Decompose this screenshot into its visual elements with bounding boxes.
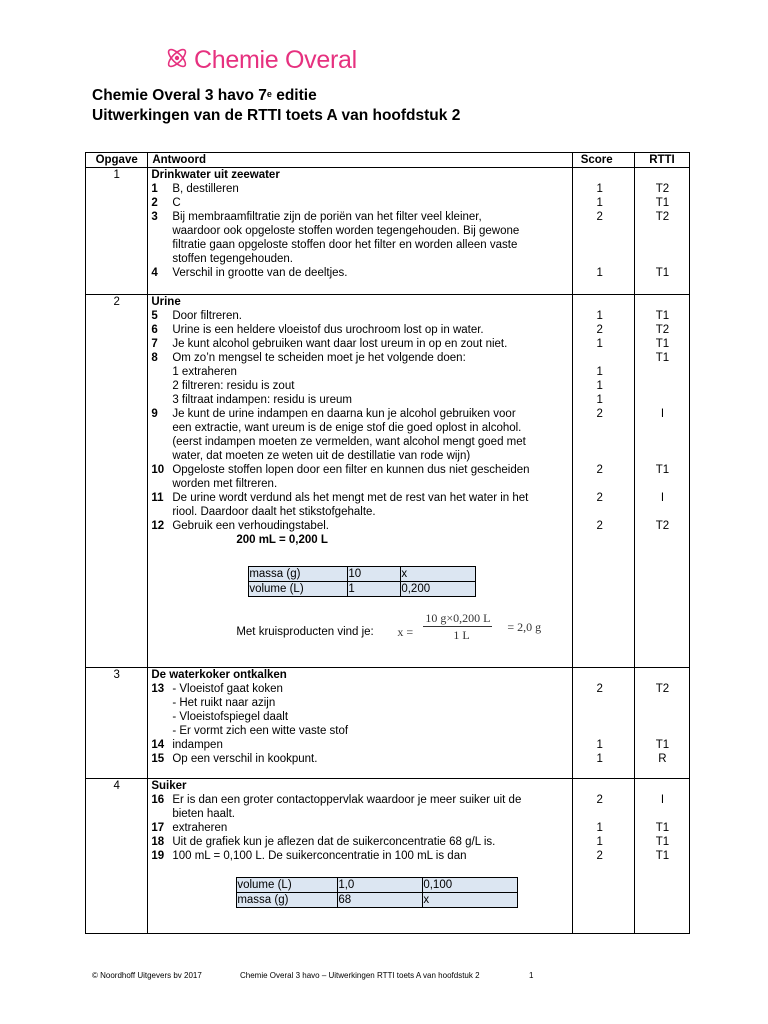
ratio-row (237, 893, 518, 908)
score-cell (572, 168, 634, 295)
score-cell (572, 668, 634, 779)
answer-text: Gebruik een verhoudingstabel. (172, 520, 329, 532)
rtti-cell (634, 668, 689, 779)
header-score: Score (572, 153, 634, 168)
rtti-cell (634, 295, 689, 668)
rtti-value: I (660, 794, 665, 806)
question-number: 7 (151, 338, 158, 350)
score-value: 1 (596, 380, 603, 392)
score-value: 1 (596, 267, 603, 279)
answer-line (148, 491, 528, 505)
footer-copyright: © Noordhoff Uitgevers bv 2017 (92, 971, 202, 980)
answer-line (148, 449, 470, 463)
answer-text: indampen (172, 739, 223, 751)
answer-text: Om zo’n mengsel te scheiden moet je het volgende doen: (172, 352, 466, 364)
title-suffix: editie (271, 87, 317, 104)
section-row (86, 779, 690, 934)
score-value: 1 (596, 310, 603, 322)
answers-table (85, 152, 690, 934)
formula-label: Met kruisproducten vind je: (236, 626, 374, 638)
score-value: 1 (596, 338, 603, 350)
section-row (86, 668, 690, 779)
answer-text: C (172, 197, 181, 209)
answer-text: 1 extraheren (172, 366, 237, 378)
table-header-row (86, 153, 690, 168)
answer-line (148, 337, 507, 351)
score-value: 2 (596, 324, 603, 336)
answer-line (148, 323, 483, 337)
answer-text: 100 mL = 0,100 L. De suikerconcentratie in 100 mL is dan (172, 850, 467, 862)
formula-denominator: 1 L (453, 628, 470, 642)
question-number: 5 (151, 310, 158, 322)
score-value: 1 (596, 822, 603, 834)
answer-line (148, 752, 317, 766)
rtti-value: T1 (655, 338, 670, 350)
rtti-value: T1 (655, 836, 670, 848)
rtti-value: T2 (655, 683, 670, 695)
title-text: Chemie Overal 3 havo 7 (92, 87, 267, 104)
answer-line (148, 807, 235, 821)
answer-text: Je kunt de urine indampen en daarna kun je alcohol gebruiken voor (172, 408, 516, 420)
header-rtti: RTTI (634, 153, 689, 168)
answer-text: Er is dan een groter contactoppervlak waardoor je meer suiker uit de (172, 794, 522, 806)
question-number: 15 (151, 753, 165, 765)
opgave-number: 4 (86, 779, 148, 934)
question-number: 2 (151, 197, 158, 209)
score-value: 1 (596, 394, 603, 406)
answer-text: bieten haalt. (172, 808, 235, 820)
answer-text: - Er vormt zich een witte vaste stof (172, 725, 349, 737)
answer-text: worden met filtreren. (172, 478, 278, 490)
answer-line (148, 505, 375, 519)
ratio-row (249, 582, 476, 597)
answer-text: Bij membraamfiltratie zijn de poriën van het filter veel kleiner, (172, 211, 482, 223)
answer-line (148, 210, 481, 224)
rtti-value: T2 (655, 324, 670, 336)
score-cell (572, 295, 634, 668)
ratio-row (249, 567, 476, 582)
ratio-label: massa (g) (249, 567, 348, 582)
answer-line (148, 710, 288, 724)
answer-text: De urine wordt verdund als het mengt met de rest van het water in het (172, 492, 529, 504)
rtti-value: T1 (655, 850, 670, 862)
answer-line (148, 266, 347, 280)
question-number: 16 (151, 794, 165, 806)
answer-line (148, 696, 275, 710)
answer-text: 3 filtraat indampen: residu is ureum (172, 394, 352, 406)
ratio-label: volume (L) (237, 878, 338, 893)
question-number: 10 (151, 464, 165, 476)
score-cell (572, 779, 634, 934)
header-antwoord: Antwoord (148, 153, 572, 168)
answer-line (148, 196, 180, 210)
answer-text: extraheren (172, 822, 228, 834)
title-superscript: e (266, 89, 272, 99)
answer-line (148, 182, 238, 196)
answer-line (148, 849, 466, 863)
section-heading: Drinkwater uit zeewater (151, 169, 280, 181)
ratio-value: 1,0 (338, 878, 423, 893)
answer-cell (148, 779, 572, 934)
section-heading: De waterkoker ontkalken (151, 669, 287, 681)
rtti-value: T2 (655, 183, 670, 195)
formula-rhs: = 2,0 g (507, 620, 542, 634)
answer-text: Opgeloste stoffen lopen door een filter en kunnen dus niet gescheiden (172, 464, 530, 476)
answer-text: (eerst indampen moeten ze vermelden, want alcohol mengt goed met (172, 436, 526, 448)
answer-line (148, 519, 329, 533)
rtti-cell (634, 779, 689, 934)
answer-text: waardoor ook opgeloste stoffen worden tegengehouden. Bij gewone (172, 225, 520, 237)
section-heading: Urine (151, 296, 181, 308)
atom-logo-icon (164, 45, 190, 76)
answer-line (148, 835, 495, 849)
score-value: 2 (596, 520, 603, 532)
opgave-number: 3 (86, 668, 148, 779)
answer-text: - Het ruikt naar azijn (172, 697, 276, 709)
rtti-value: T1 (655, 267, 670, 279)
score-value: 1 (596, 753, 603, 765)
score-value: 1 (596, 183, 603, 195)
rtti-value: T2 (655, 520, 670, 532)
score-value: 2 (596, 794, 603, 806)
logo (164, 44, 357, 76)
score-value: 1 (596, 739, 603, 751)
question-number: 17 (151, 822, 165, 834)
rtti-value: I (660, 492, 665, 504)
score-value: 1 (596, 366, 603, 378)
question-number: 12 (151, 520, 165, 532)
question-number: 13 (151, 683, 165, 695)
score-value: 2 (596, 464, 603, 476)
answer-line (148, 379, 294, 393)
answer-text: Verschil in grootte van de deeltjes. (172, 267, 348, 279)
ratio-label: massa (g) (237, 893, 338, 908)
score-value: 1 (596, 836, 603, 848)
answer-line (148, 224, 519, 238)
ratio-row (237, 878, 518, 893)
score-value: 2 (596, 492, 603, 504)
answer-line (148, 793, 521, 807)
answer-line (148, 682, 283, 696)
rtti-value: R (658, 753, 667, 765)
ratio-value: x (401, 567, 476, 582)
answer-text: riool. Daardoor daalt het stikstofgehalte. (172, 506, 376, 518)
answer-text: Uit de grafiek kun je aflezen dat de suikerconcentratie 68 g/L is. (172, 836, 496, 848)
answer-line (148, 365, 237, 379)
document-title (92, 86, 460, 126)
rtti-value: T1 (655, 197, 670, 209)
answer-line (148, 421, 521, 435)
ratio-value: 0,200 (401, 582, 476, 597)
score-value: 2 (596, 850, 603, 862)
answer-line (148, 252, 293, 266)
ratio-value: x (423, 893, 518, 908)
rtti-value: T2 (655, 211, 670, 223)
answer-line (148, 393, 352, 407)
answer-text: Je kunt alcohol gebruiken want daar lost ureum in op en zout niet. (172, 338, 508, 350)
answer-text: een extractie, want ureum is de enige stof die goed oplost in alcohol. (172, 422, 522, 434)
section-row (86, 295, 690, 668)
rtti-value: T1 (655, 822, 670, 834)
ratio-label: volume (L) (249, 582, 348, 597)
question-number: 6 (151, 324, 158, 336)
ratio-value: 10 (348, 567, 401, 582)
score-value: 1 (596, 197, 603, 209)
rtti-value: T1 (655, 310, 670, 322)
answer-line (148, 724, 348, 738)
answer-text: water, dat moeten ze weten uit de destillatie van rode wijn) (172, 450, 471, 462)
rtti-value: T1 (655, 739, 670, 751)
answer-line (148, 407, 515, 421)
title-line-1 (92, 86, 460, 106)
score-value: 2 (596, 683, 603, 695)
answer-text: filtratie gaan opgeloste stoffen door het filter en worden alleen vaste (172, 239, 518, 251)
answer-text: B, destilleren (172, 183, 239, 195)
ratio-table (236, 877, 518, 908)
answer-line (148, 309, 242, 323)
answer-text: - Vloeistofspiegel daalt (172, 711, 289, 723)
answer-text: stoffen tegengehouden. (172, 253, 293, 265)
answer-line (148, 477, 277, 491)
conversion-line: 200 mL = 0,200 L (236, 534, 328, 546)
answer-text: Door filtreren. (172, 310, 242, 322)
question-number: 8 (151, 352, 158, 364)
question-number: 19 (151, 850, 165, 862)
header-opgave: Opgave (86, 153, 148, 168)
ratio-table (248, 566, 476, 597)
answer-cell (148, 668, 572, 779)
question-number: 1 (151, 183, 158, 195)
score-value: 2 (596, 211, 603, 223)
question-number: 14 (151, 739, 165, 751)
title-line-2: Uitwerkingen van de RTTI toets A van hoofdstuk 2 (92, 107, 461, 124)
rtti-value: I (660, 408, 665, 420)
answer-line (148, 821, 227, 835)
opgave-number: 1 (86, 168, 148, 295)
rtti-cell (634, 168, 689, 295)
ratio-value: 68 (338, 893, 423, 908)
section-heading: Suiker (151, 780, 187, 792)
opgave-number: 2 (86, 295, 148, 668)
ratio-value: 1 (348, 582, 401, 597)
answer-text: - Vloeistof gaat koken (172, 683, 283, 695)
answer-text: 2 filtreren: residu is zout (172, 380, 295, 392)
answer-cell (148, 295, 572, 668)
answer-line (148, 351, 465, 365)
answer-line (148, 463, 529, 477)
answer-text: Urine is een heldere vloeistof dus urochroom lost op in water. (172, 324, 484, 336)
footer-page-number: 1 (529, 971, 534, 980)
footer-document: Chemie Overal 3 havo – Uitwerkingen RTTI toets A van hoofdstuk 2 (240, 971, 480, 980)
formula-lhs: x = (397, 625, 414, 639)
question-number: 3 (151, 211, 158, 223)
answer-cell (148, 168, 572, 295)
section-row (86, 168, 690, 295)
answer-line (148, 435, 526, 449)
question-number: 11 (151, 492, 164, 504)
question-number: 9 (151, 408, 158, 420)
question-number: 4 (151, 267, 158, 279)
ratio-value: 0,100 (423, 878, 518, 893)
answer-line (148, 738, 223, 752)
score-value: 2 (596, 408, 603, 420)
answer-text: Op een verschil in kookpunt. (172, 753, 318, 765)
answer-line (148, 238, 517, 252)
rtti-value: T1 (655, 464, 670, 476)
question-number: 18 (151, 836, 165, 848)
logo-brand: Chemie Overal (194, 45, 357, 74)
rtti-value: T1 (655, 352, 670, 364)
formula-numerator: 10 g×0,200 L (425, 611, 491, 625)
